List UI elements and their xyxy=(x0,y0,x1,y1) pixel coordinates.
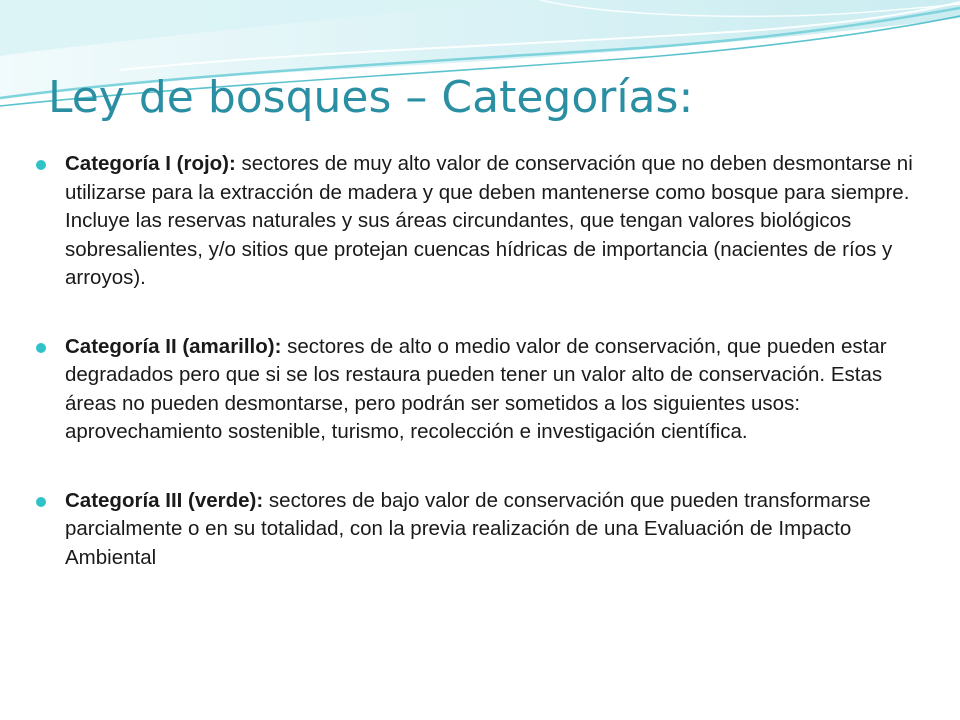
category-term: Categoría II (amarillo): xyxy=(65,334,282,358)
bullet-dot-icon xyxy=(36,497,46,507)
category-description: sectores de alto o medio valor de conservación, que pueden estar degradados pero que si se los restaura pueden tener un valor alto de conservación. Estas áreas no pueden desmontarse, pero podrán ser sometidos a los siguientes usos: aprovechamiento sostenible, turismo, recolección e investigación científica. xyxy=(65,334,887,443)
bullet-dot-icon xyxy=(36,160,46,170)
bullet-list xyxy=(36,150,936,572)
category-term: Categoría I (rojo): xyxy=(65,152,236,175)
slide-title: Ley de bosques – Categorías: xyxy=(48,72,694,123)
category-description: sectores de bajo valor de conservación que pueden transformarse parcialmente o en su totalidad, con la previa realización de una Evaluación de Impacto Ambiental xyxy=(65,488,871,569)
category-term: Categoría III (verde): xyxy=(65,488,264,512)
category-description: sectores de muy alto valor de conservación que no deben desmontarse ni utilizarse para la extracción de madera y que deben mantenerse como bosque para siempre. Incluye las reservas naturales y sus áreas circundantes, que tengan valores biológicos sobresalientes, y/o sitios que protejan cuencas hídricas de importancia (nacientes de ríos y arroyos). xyxy=(65,152,913,289)
bullet-dot-icon xyxy=(36,343,46,353)
list-item xyxy=(36,487,936,573)
list-item xyxy=(36,333,936,447)
list-item xyxy=(36,150,936,293)
